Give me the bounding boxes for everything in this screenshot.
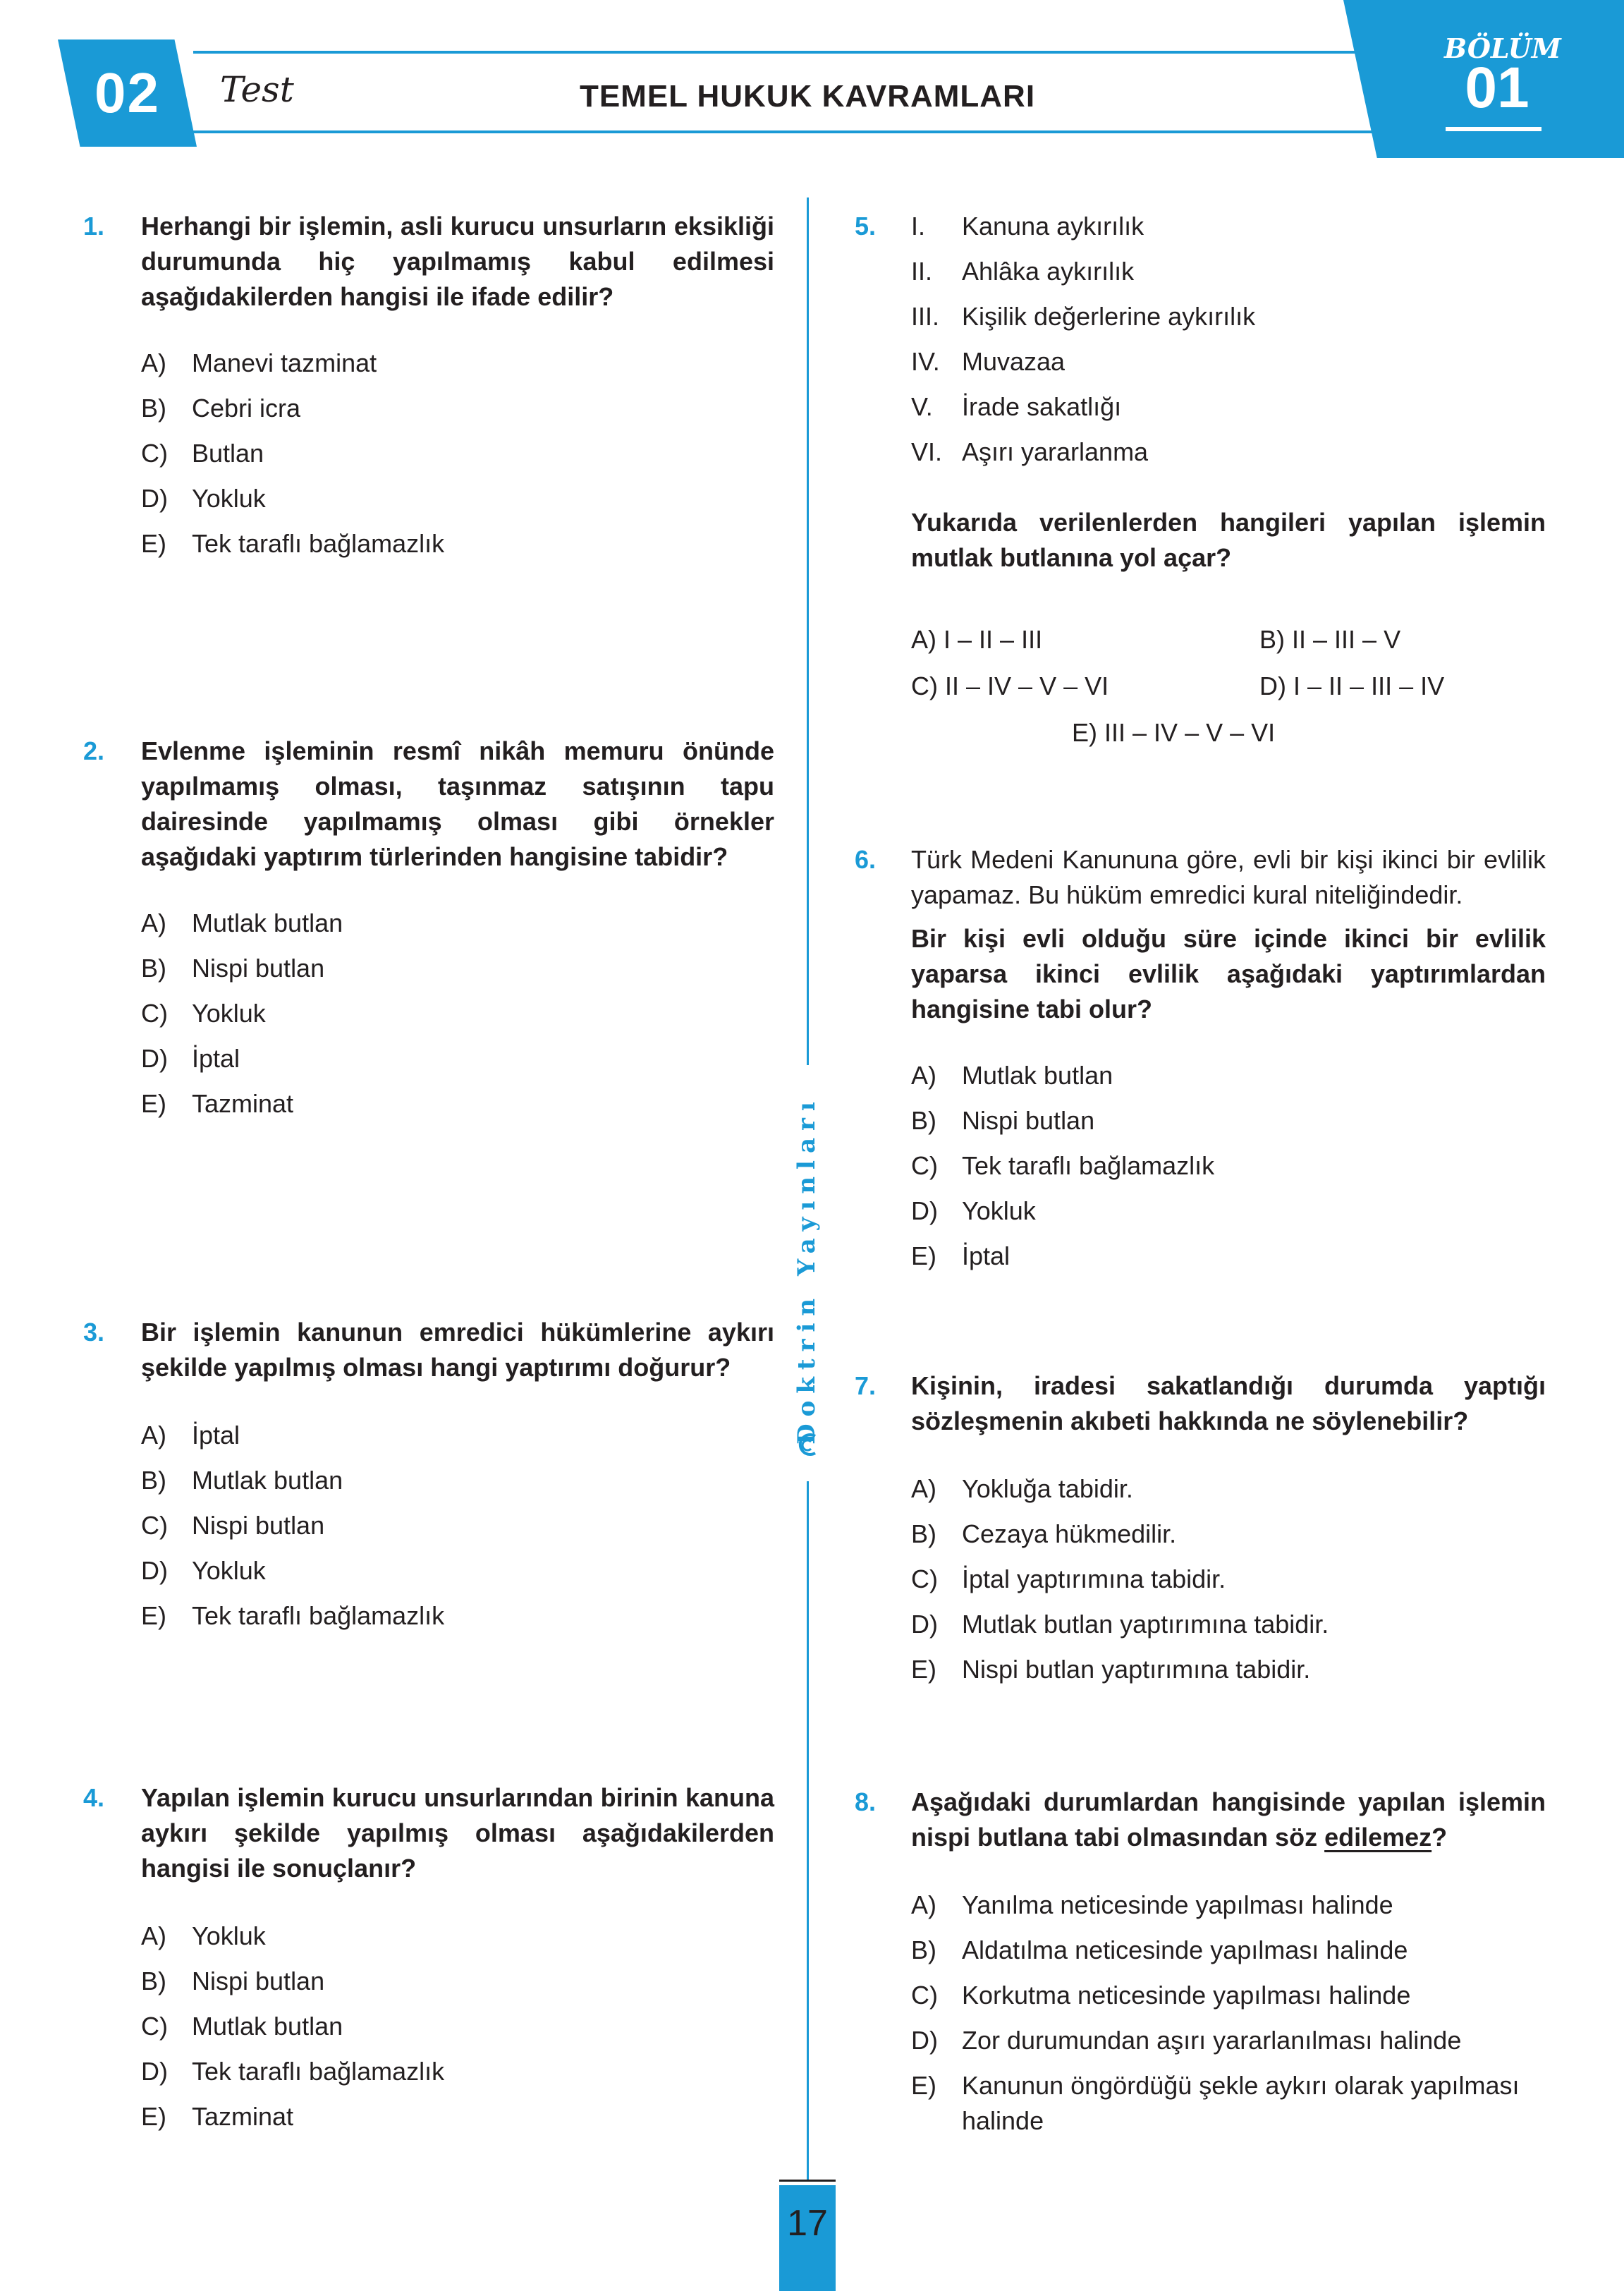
option-text: İptal yaptırımına tabidir.	[962, 1564, 1226, 1593]
statement-numeral: I.	[911, 212, 926, 241]
option-text: Yokluk	[192, 1921, 266, 1950]
option-text: II – IV – V – VI	[945, 672, 1109, 700]
option-letter: C)	[141, 999, 168, 1028]
option-text: Yokluk	[192, 484, 266, 513]
option-text: Nispi butlan	[192, 1511, 325, 1540]
option-letter: C)	[141, 2012, 168, 2041]
header-rule-bottom	[193, 130, 1392, 133]
option-letter: B)	[141, 1466, 166, 1495]
option-letter: C)	[141, 1511, 168, 1540]
option-letter: B)	[141, 1967, 166, 1995]
option-text: İptal	[192, 1421, 240, 1450]
statement-text: Aşırı yararlanma	[962, 437, 1149, 466]
option-letter: D)	[141, 1044, 168, 1073]
option-text: Yokluk	[192, 1556, 266, 1585]
option-letter: C)	[911, 1151, 938, 1180]
option-text: Mutlak butlan	[192, 1466, 343, 1495]
option-text: Yokluk	[192, 999, 266, 1028]
stem-text: Aşağıdaki durumlardan hangisinde yapılan işlemin nispi butlana tabi olmasından söz	[911, 1787, 1546, 1852]
option-letter: A)	[911, 625, 936, 654]
column-divider-bottom	[807, 1481, 809, 2180]
option-letter: C)	[911, 1564, 938, 1593]
question-intro: Türk Medeni Kanununa göre, evli bir kişi ikinci bir evlilik yapamaz. Bu hüküm emredici kural niteliğindedir.	[911, 845, 1546, 909]
statement-text: Ahlâka aykırılık	[962, 257, 1135, 286]
option-text: Nispi butlan yaptırımına tabidir.	[962, 1655, 1311, 1684]
option-letter: E)	[141, 529, 166, 558]
test-label: Test	[220, 69, 294, 110]
question-stem: Kişinin, iradesi sakatlandığı durumda yaptığı sözleşmenin akıbeti hakkında ne söylenebilir?	[911, 1371, 1546, 1435]
option-text: Korkutma neticesinde yapılması halinde	[962, 1981, 1411, 2010]
option-text: İptal	[962, 1241, 1011, 1270]
option-letter: B)	[911, 1106, 936, 1135]
page-title: TEMEL HUKUK KAVRAMLARI	[579, 79, 1036, 114]
option-letter: E)	[911, 2071, 936, 2100]
option-text: Zor durumundan aşırı yararlanılması halinde	[962, 2026, 1462, 2055]
option-text: Yanılma neticesinde yapılması halinde	[962, 1890, 1393, 1919]
test-number: 02	[94, 61, 160, 124]
option-text: Tazminat	[192, 1089, 294, 1118]
option-letter: A)	[141, 1421, 166, 1450]
option-letter: B)	[1259, 625, 1285, 654]
question-stem: Evlenme işleminin resmî nikâh memuru önünde yapılmamış olması, taşınmaz satışının tapu dairesinde yapılmamış olması gibi örnekler aşağıdaki yaptırım türlerinden hangisine tabidir?	[141, 736, 774, 871]
option-text: Nispi butlan	[962, 1106, 1095, 1135]
statement-text: Kişilik değerlerine aykırılık	[962, 302, 1256, 331]
question-number: 4.	[83, 1783, 105, 1812]
question-number: 3.	[83, 1318, 105, 1347]
question-stem: Yukarıda verilenlerden hangileri yapılan işlemin mutlak butlanına yol açar?	[911, 508, 1546, 572]
option-text: Nispi butlan	[192, 954, 325, 983]
question-stem: Yapılan işlemin kurucu unsurlarından birinin kanuna aykırı şekilde yapılmış olması aşağıdakilerden hangisi ile sonuçlanır?	[141, 1783, 774, 1883]
option-letter: D)	[1259, 672, 1286, 700]
option-text: III – IV – V – VI	[1104, 718, 1276, 747]
option-text: Cebri icra	[192, 394, 301, 423]
option-letter: D)	[911, 1610, 938, 1639]
option-letter: D)	[141, 1556, 168, 1585]
option-text: Mutlak butlan	[962, 1061, 1113, 1090]
option-letter: E)	[141, 1601, 166, 1630]
option-text: Tek taraflı bağlamazlık	[192, 1601, 445, 1630]
option-letter: D)	[141, 484, 168, 513]
option-letter: A)	[911, 1061, 936, 1090]
stem-emphasis: edilemez	[1324, 1823, 1432, 1852]
option-text: Mutlak butlan yaptırımına tabidir.	[962, 1610, 1329, 1639]
option-letter: E)	[1072, 718, 1097, 747]
option-b[interactable]	[1259, 622, 1400, 657]
option-text: Kanunun öngördüğü şekle aykırı olarak yapılması halinde	[962, 2071, 1520, 2135]
option-text: Butlan	[192, 439, 264, 468]
option-letter: C)	[911, 672, 938, 700]
header-rule-top	[193, 51, 1357, 54]
option-text: İptal	[192, 1044, 240, 1073]
option-text: Tek taraflı bağlamazlık	[192, 529, 445, 558]
option-letter: C)	[141, 439, 168, 468]
option-letter: E)	[141, 1089, 166, 1118]
section-number: 01	[1465, 56, 1530, 120]
section-label: BÖLÜM	[1444, 32, 1561, 64]
option-letter: D)	[911, 2026, 938, 2055]
option-text: I – II – III – IV	[1293, 672, 1445, 700]
option-text: Mutlak butlan	[192, 909, 343, 937]
option-text: Manevi tazminat	[192, 348, 377, 377]
option-letter: B)	[911, 1519, 936, 1548]
option-text: Cezaya hükmedilir.	[962, 1519, 1177, 1548]
question-stem	[911, 1785, 1546, 1855]
option-text: Nispi butlan	[192, 1967, 325, 1995]
column-divider-top	[807, 198, 809, 1065]
question-number: 5.	[855, 212, 877, 241]
option-text: II – III – V	[1292, 625, 1401, 654]
question-number: 6.	[855, 845, 877, 874]
statement-numeral: II.	[911, 257, 933, 286]
statement-numeral: V.	[911, 392, 933, 421]
option-text: Tek taraflı bağlamazlık	[192, 2057, 445, 2086]
option-letter: E)	[141, 2102, 166, 2131]
option-text: Yokluk	[962, 1196, 1036, 1225]
option-letter: B)	[911, 1936, 936, 1964]
statement-text: Muvazaa	[962, 347, 1066, 376]
option-text: Yokluğa tabidir.	[962, 1474, 1133, 1503]
option-text: Tek taraflı bağlamazlık	[962, 1151, 1215, 1180]
option-letter: A)	[141, 909, 166, 937]
statement-text: Kanuna aykırılık	[962, 212, 1144, 241]
option-letter: A)	[141, 1921, 166, 1950]
statement-text: İrade sakatlığı	[962, 392, 1122, 421]
option-letter: D)	[911, 1196, 938, 1225]
question-stem: Herhangi bir işlemin, asli kurucu unsurların eksikliği durumunda hiç yapılmamış kabul edilmesi aşağıdakilerden hangisi ile ifade edilir?	[141, 212, 774, 311]
statement-numeral: IV.	[911, 347, 940, 376]
option-d[interactable]	[1259, 669, 1444, 704]
option-letter: D)	[141, 2057, 168, 2086]
page-number-rule	[779, 2180, 836, 2182]
question-number: 7.	[855, 1371, 877, 1400]
page-number: 17	[787, 2203, 828, 2244]
question-stem: Bir kişi evli olduğu süre içinde ikinci bir evlilik yaparsa ikinci evlilik aşağıdaki yaptırımlardan hangisine tabi olur?	[911, 924, 1546, 1023]
question-number: 1.	[83, 212, 105, 241]
option-e[interactable]	[1072, 715, 1275, 750]
question-number: 8.	[855, 1787, 877, 1816]
section-underline	[1446, 127, 1541, 131]
publisher-logo-icon	[794, 1432, 819, 1457]
option-letter: A)	[911, 1890, 936, 1919]
option-text: I – II – III	[944, 625, 1043, 654]
option-text: Aldatılma neticesinde yapılması halinde	[962, 1936, 1408, 1964]
option-letter: A)	[141, 348, 166, 377]
option-c[interactable]	[911, 669, 1109, 704]
option-letter: C)	[911, 1981, 938, 2010]
option-letter: E)	[911, 1241, 936, 1270]
option-letter: E)	[911, 1655, 936, 1684]
option-a[interactable]	[911, 622, 1042, 657]
option-letter: B)	[141, 394, 166, 423]
option-text: Tazminat	[192, 2102, 294, 2131]
option-letter: A)	[911, 1474, 936, 1503]
publisher-name: Doktrin Yayınları	[793, 1095, 821, 1445]
option-letter: B)	[141, 954, 166, 983]
statement-numeral: III.	[911, 302, 940, 331]
stem-end: ?	[1431, 1823, 1448, 1852]
option-text: Mutlak butlan	[192, 2012, 343, 2041]
statement-numeral: VI.	[911, 437, 943, 466]
question-number: 2.	[83, 736, 105, 765]
question-stem: Bir işlemin kanunun emredici hükümlerine aykırı şekilde yapılmış olması hangi yaptırımı doğurur?	[141, 1318, 774, 1382]
